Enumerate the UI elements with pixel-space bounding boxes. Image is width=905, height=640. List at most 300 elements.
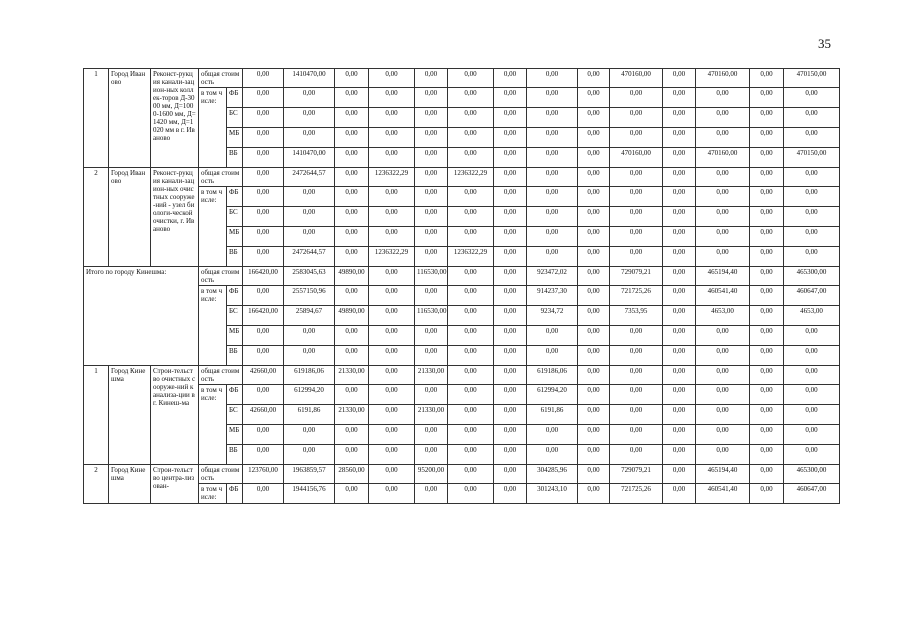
- value-cell: 0,00: [243, 385, 284, 405]
- value-cell: 0,00: [663, 267, 696, 286]
- value-cell: 0,00: [415, 445, 448, 465]
- value-cell: 0,00: [750, 148, 784, 168]
- value-cell: 0,00: [369, 128, 415, 148]
- value-cell: 0,00: [243, 484, 284, 504]
- value-cell: 0,00: [494, 88, 527, 108]
- value-cell: 0,00: [527, 69, 578, 88]
- value-cell: 0,00: [784, 227, 840, 247]
- funding-source-bs: БС: [227, 207, 243, 227]
- value-cell: 0,00: [335, 484, 369, 504]
- value-cell: 0,00: [578, 247, 610, 267]
- value-cell: 1236322,29: [448, 247, 494, 267]
- value-cell: 0,00: [750, 306, 784, 326]
- value-cell: 0,00: [663, 286, 696, 306]
- value-cell: 0,00: [750, 484, 784, 504]
- item-number: 2: [84, 465, 109, 504]
- value-cell: 0,00: [527, 128, 578, 148]
- value-cell: 0,00: [578, 306, 610, 326]
- value-cell: 0,00: [696, 405, 750, 425]
- value-cell: 0,00: [696, 385, 750, 405]
- page-number: 35: [818, 36, 831, 51]
- value-cell: 0,00: [578, 286, 610, 306]
- value-cell: 0,00: [494, 484, 527, 504]
- value-cell: 6191,86: [284, 405, 335, 425]
- funding-source-fb: ФБ: [227, 187, 243, 207]
- value-cell: 0,00: [696, 207, 750, 227]
- value-cell: 0,00: [284, 445, 335, 465]
- value-cell: 0,00: [750, 247, 784, 267]
- value-cell: 0,00: [784, 247, 840, 267]
- value-cell: 0,00: [369, 385, 415, 405]
- value-cell: 123760,00: [243, 465, 284, 484]
- value-cell: 460541,40: [696, 286, 750, 306]
- funding-source-fb: ФБ: [227, 286, 243, 306]
- value-cell: 0,00: [578, 69, 610, 88]
- value-cell: 0,00: [527, 88, 578, 108]
- value-cell: 0,00: [415, 286, 448, 306]
- value-cell: 0,00: [369, 346, 415, 366]
- value-cell: 0,00: [335, 247, 369, 267]
- item-number: 1: [84, 366, 109, 465]
- value-cell: 0,00: [784, 207, 840, 227]
- value-cell: 0,00: [696, 445, 750, 465]
- value-cell: 0,00: [578, 267, 610, 286]
- value-cell: 0,00: [494, 247, 527, 267]
- value-cell: 0,00: [448, 366, 494, 385]
- value-cell: 0,00: [784, 425, 840, 445]
- value-cell: 0,00: [696, 326, 750, 346]
- item-description: Строи-тельство очистных сооруже-ний канализа-ции в г. Кинеш-ма: [151, 366, 199, 465]
- value-cell: 0,00: [448, 445, 494, 465]
- value-cell: 0,00: [663, 445, 696, 465]
- value-cell: 0,00: [578, 128, 610, 148]
- budget-table: [83, 68, 840, 504]
- value-cell: 0,00: [578, 484, 610, 504]
- value-cell: 0,00: [578, 405, 610, 425]
- value-cell: 470150,00: [784, 69, 840, 88]
- value-cell: 0,00: [663, 306, 696, 326]
- including-label: в том числе:: [199, 484, 227, 504]
- value-cell: 0,00: [610, 425, 663, 445]
- value-cell: 1236322,29: [369, 247, 415, 267]
- value-cell: 28560,00: [335, 465, 369, 484]
- value-cell: 0,00: [494, 69, 527, 88]
- value-cell: 0,00: [369, 465, 415, 484]
- value-cell: 0,00: [578, 465, 610, 484]
- value-cell: 0,00: [696, 425, 750, 445]
- value-cell: 0,00: [696, 168, 750, 187]
- value-cell: 0,00: [335, 69, 369, 88]
- value-cell: 95200,00: [415, 465, 448, 484]
- item-city: Город Кинешма: [109, 465, 151, 504]
- value-cell: 0,00: [369, 326, 415, 346]
- value-cell: 0,00: [243, 187, 284, 207]
- value-cell: 470160,00: [696, 148, 750, 168]
- value-cell: 116530,00: [415, 306, 448, 326]
- value-cell: 0,00: [415, 385, 448, 405]
- value-cell: 0,00: [335, 227, 369, 247]
- item-description: Реконст-рукция канали-зацион-ных коллек-торов Д-3000 мм, Д=1000-1600 мм, Д=1420 мм, Д=1020 мм в г. Иваново: [151, 69, 199, 168]
- value-cell: 0,00: [448, 286, 494, 306]
- value-cell: 914237,30: [527, 286, 578, 306]
- value-cell: 0,00: [784, 405, 840, 425]
- value-cell: 0,00: [610, 88, 663, 108]
- value-cell: 0,00: [494, 168, 527, 187]
- value-cell: 0,00: [243, 346, 284, 366]
- value-cell: 0,00: [663, 484, 696, 504]
- value-cell: 0,00: [527, 187, 578, 207]
- value-cell: 21330,00: [335, 366, 369, 385]
- value-cell: 0,00: [750, 227, 784, 247]
- value-cell: 0,00: [527, 247, 578, 267]
- value-cell: 0,00: [415, 168, 448, 187]
- value-cell: 0,00: [448, 484, 494, 504]
- value-cell: 0,00: [750, 187, 784, 207]
- value-cell: 0,00: [494, 405, 527, 425]
- value-cell: 0,00: [494, 346, 527, 366]
- value-cell: 0,00: [784, 108, 840, 128]
- value-cell: 0,00: [696, 346, 750, 366]
- value-cell: 0,00: [284, 207, 335, 227]
- value-cell: 0,00: [243, 128, 284, 148]
- item-description: Строи-тельство центра-лизован-: [151, 465, 199, 504]
- value-cell: 470160,00: [610, 148, 663, 168]
- value-cell: 25894,67: [284, 306, 335, 326]
- value-cell: 0,00: [448, 128, 494, 148]
- value-cell: 0,00: [448, 425, 494, 445]
- value-cell: 0,00: [578, 148, 610, 168]
- value-cell: 0,00: [610, 247, 663, 267]
- value-cell: 2472644,57: [284, 247, 335, 267]
- value-cell: 0,00: [448, 385, 494, 405]
- value-cell: 0,00: [663, 207, 696, 227]
- value-cell: 460541,40: [696, 484, 750, 504]
- value-cell: 470150,00: [784, 148, 840, 168]
- value-cell: 0,00: [578, 366, 610, 385]
- value-cell: 49890,00: [335, 267, 369, 286]
- item-city: Город Иваново: [109, 69, 151, 168]
- value-cell: 0,00: [784, 168, 840, 187]
- value-cell: 0,00: [663, 168, 696, 187]
- value-cell: 4653,00: [696, 306, 750, 326]
- value-cell: 470160,00: [696, 69, 750, 88]
- value-cell: 0,00: [750, 465, 784, 484]
- value-cell: 0,00: [335, 286, 369, 306]
- value-cell: 21330,00: [335, 405, 369, 425]
- value-cell: 0,00: [527, 445, 578, 465]
- value-cell: 0,00: [610, 385, 663, 405]
- funding-source-bs: БС: [227, 108, 243, 128]
- value-cell: 0,00: [335, 168, 369, 187]
- value-cell: 0,00: [610, 187, 663, 207]
- value-cell: 721725,26: [610, 484, 663, 504]
- value-cell: 0,00: [369, 445, 415, 465]
- value-cell: 2557150,96: [284, 286, 335, 306]
- value-cell: 0,00: [784, 366, 840, 385]
- value-cell: 0,00: [415, 326, 448, 346]
- value-cell: 2472644,57: [284, 168, 335, 187]
- total-cost-label: общая стоимость: [199, 69, 243, 88]
- value-cell: 0,00: [448, 346, 494, 366]
- funding-source-bs: БС: [227, 405, 243, 425]
- value-cell: 0,00: [663, 465, 696, 484]
- value-cell: 0,00: [369, 108, 415, 128]
- value-cell: 0,00: [494, 267, 527, 286]
- value-cell: 0,00: [243, 247, 284, 267]
- value-cell: 0,00: [243, 69, 284, 88]
- value-cell: 0,00: [527, 425, 578, 445]
- value-cell: 0,00: [335, 187, 369, 207]
- value-cell: 0,00: [578, 385, 610, 405]
- value-cell: 0,00: [243, 207, 284, 227]
- value-cell: 2583045,63: [284, 267, 335, 286]
- value-cell: 0,00: [335, 385, 369, 405]
- value-cell: 0,00: [415, 108, 448, 128]
- value-cell: 0,00: [448, 187, 494, 207]
- value-cell: 0,00: [610, 405, 663, 425]
- value-cell: 0,00: [663, 108, 696, 128]
- value-cell: 0,00: [243, 425, 284, 445]
- value-cell: 0,00: [784, 385, 840, 405]
- value-cell: 0,00: [494, 326, 527, 346]
- value-cell: 465194,40: [696, 267, 750, 286]
- value-cell: 1410470,00: [284, 69, 335, 88]
- value-cell: 0,00: [610, 445, 663, 465]
- value-cell: 0,00: [784, 88, 840, 108]
- value-cell: 0,00: [448, 108, 494, 128]
- value-cell: 0,00: [750, 168, 784, 187]
- value-cell: 0,00: [415, 346, 448, 366]
- value-cell: 0,00: [663, 405, 696, 425]
- value-cell: 0,00: [663, 247, 696, 267]
- value-cell: 0,00: [448, 405, 494, 425]
- value-cell: 0,00: [610, 168, 663, 187]
- value-cell: 0,00: [369, 88, 415, 108]
- value-cell: 4653,00: [784, 306, 840, 326]
- value-cell: 0,00: [696, 88, 750, 108]
- total-cost-label: общая стоимость: [199, 168, 243, 187]
- table-row: [84, 366, 840, 385]
- value-cell: 0,00: [494, 227, 527, 247]
- table-row: [84, 465, 840, 484]
- value-cell: 0,00: [663, 148, 696, 168]
- including-label: в том числе:: [199, 88, 227, 168]
- value-cell: 465300,00: [784, 465, 840, 484]
- item-number: 2: [84, 168, 109, 267]
- value-cell: 0,00: [578, 445, 610, 465]
- value-cell: 0,00: [448, 148, 494, 168]
- value-cell: 460647,00: [784, 286, 840, 306]
- value-cell: 0,00: [578, 187, 610, 207]
- value-cell: 0,00: [527, 148, 578, 168]
- value-cell: 729079,21: [610, 267, 663, 286]
- value-cell: 0,00: [284, 425, 335, 445]
- value-cell: 0,00: [335, 346, 369, 366]
- value-cell: 721725,26: [610, 286, 663, 306]
- value-cell: 0,00: [243, 286, 284, 306]
- value-cell: 0,00: [415, 88, 448, 108]
- value-cell: 0,00: [335, 425, 369, 445]
- value-cell: 0,00: [448, 207, 494, 227]
- value-cell: 0,00: [369, 405, 415, 425]
- value-cell: 0,00: [527, 168, 578, 187]
- value-cell: 0,00: [663, 88, 696, 108]
- value-cell: 1944156,76: [284, 484, 335, 504]
- value-cell: 0,00: [750, 425, 784, 445]
- value-cell: 0,00: [663, 227, 696, 247]
- value-cell: 0,00: [243, 108, 284, 128]
- value-cell: 0,00: [750, 326, 784, 346]
- value-cell: 0,00: [750, 445, 784, 465]
- value-cell: 0,00: [784, 187, 840, 207]
- value-cell: 304285,96: [527, 465, 578, 484]
- value-cell: 0,00: [784, 128, 840, 148]
- value-cell: 0,00: [448, 69, 494, 88]
- total-cost-label: общая стоимость: [199, 366, 243, 385]
- value-cell: 1963859,57: [284, 465, 335, 484]
- value-cell: 0,00: [284, 128, 335, 148]
- value-cell: 0,00: [750, 69, 784, 88]
- value-cell: 0,00: [284, 88, 335, 108]
- value-cell: 0,00: [243, 168, 284, 187]
- value-cell: 612994,20: [284, 385, 335, 405]
- value-cell: 0,00: [578, 207, 610, 227]
- value-cell: 0,00: [663, 425, 696, 445]
- value-cell: 0,00: [369, 286, 415, 306]
- value-cell: 0,00: [284, 346, 335, 366]
- value-cell: 0,00: [415, 148, 448, 168]
- total-title: Итого по городу Кинешма:: [84, 267, 199, 366]
- value-cell: 0,00: [369, 425, 415, 445]
- value-cell: 49890,00: [335, 306, 369, 326]
- funding-source-fb: ФБ: [227, 88, 243, 108]
- value-cell: 0,00: [578, 168, 610, 187]
- value-cell: 0,00: [284, 326, 335, 346]
- value-cell: 0,00: [696, 227, 750, 247]
- value-cell: 9234,72: [527, 306, 578, 326]
- value-cell: 0,00: [578, 326, 610, 346]
- value-cell: 470160,00: [610, 69, 663, 88]
- value-cell: 0,00: [578, 88, 610, 108]
- value-cell: 0,00: [494, 306, 527, 326]
- value-cell: 0,00: [494, 108, 527, 128]
- funding-source-mb: МБ: [227, 128, 243, 148]
- value-cell: 0,00: [243, 88, 284, 108]
- value-cell: 0,00: [243, 326, 284, 346]
- value-cell: 0,00: [448, 267, 494, 286]
- value-cell: 0,00: [663, 69, 696, 88]
- value-cell: 0,00: [369, 267, 415, 286]
- value-cell: 0,00: [448, 227, 494, 247]
- value-cell: 0,00: [663, 366, 696, 385]
- value-cell: 0,00: [415, 425, 448, 445]
- value-cell: 0,00: [494, 385, 527, 405]
- value-cell: 0,00: [415, 227, 448, 247]
- value-cell: 0,00: [415, 207, 448, 227]
- funding-source-fb: ФБ: [227, 484, 243, 504]
- value-cell: 0,00: [415, 128, 448, 148]
- value-cell: 116530,00: [415, 267, 448, 286]
- value-cell: 0,00: [696, 247, 750, 267]
- value-cell: 0,00: [578, 425, 610, 445]
- value-cell: 21330,00: [415, 366, 448, 385]
- value-cell: 0,00: [494, 286, 527, 306]
- value-cell: 0,00: [610, 207, 663, 227]
- value-cell: 0,00: [610, 346, 663, 366]
- value-cell: 0,00: [750, 385, 784, 405]
- value-cell: 0,00: [610, 366, 663, 385]
- value-cell: 0,00: [284, 187, 335, 207]
- item-city: Город Кинешма: [109, 366, 151, 465]
- value-cell: 0,00: [578, 227, 610, 247]
- value-cell: 0,00: [750, 128, 784, 148]
- value-cell: 729079,21: [610, 465, 663, 484]
- funding-source-vb: ВБ: [227, 445, 243, 465]
- value-cell: 0,00: [284, 108, 335, 128]
- including-label: в том числе:: [199, 385, 227, 465]
- value-cell: 0,00: [696, 108, 750, 128]
- value-cell: 0,00: [663, 326, 696, 346]
- value-cell: 0,00: [784, 346, 840, 366]
- value-cell: 0,00: [369, 227, 415, 247]
- value-cell: 0,00: [494, 445, 527, 465]
- value-cell: 0,00: [527, 207, 578, 227]
- value-cell: 0,00: [369, 69, 415, 88]
- value-cell: 0,00: [494, 465, 527, 484]
- value-cell: 0,00: [663, 346, 696, 366]
- including-label: в том числе:: [199, 286, 227, 366]
- value-cell: 21330,00: [415, 405, 448, 425]
- funding-source-vb: ВБ: [227, 346, 243, 366]
- funding-source-fb: ФБ: [227, 385, 243, 405]
- value-cell: 0,00: [448, 465, 494, 484]
- value-cell: 0,00: [494, 425, 527, 445]
- value-cell: 0,00: [696, 187, 750, 207]
- value-cell: 0,00: [369, 306, 415, 326]
- table-row: [84, 69, 840, 88]
- total-cost-label: общая стоимость: [199, 267, 243, 286]
- value-cell: 0,00: [610, 108, 663, 128]
- item-city: Город Иваново: [109, 168, 151, 267]
- total-cost-label: общая стоимость: [199, 465, 243, 484]
- value-cell: 0,00: [369, 366, 415, 385]
- value-cell: 0,00: [696, 366, 750, 385]
- value-cell: 465300,00: [784, 267, 840, 286]
- value-cell: 0,00: [243, 445, 284, 465]
- value-cell: 619186,06: [527, 366, 578, 385]
- value-cell: 301243,10: [527, 484, 578, 504]
- funding-source-vb: ВБ: [227, 247, 243, 267]
- value-cell: 0,00: [335, 108, 369, 128]
- value-cell: 0,00: [415, 69, 448, 88]
- value-cell: 0,00: [784, 326, 840, 346]
- value-cell: 1236322,29: [448, 168, 494, 187]
- value-cell: 619186,06: [284, 366, 335, 385]
- value-cell: 0,00: [369, 484, 415, 504]
- value-cell: 460647,00: [784, 484, 840, 504]
- value-cell: 0,00: [610, 128, 663, 148]
- value-cell: 0,00: [243, 148, 284, 168]
- value-cell: 0,00: [750, 108, 784, 128]
- funding-source-mb: МБ: [227, 425, 243, 445]
- value-cell: 0,00: [448, 326, 494, 346]
- value-cell: 0,00: [527, 227, 578, 247]
- value-cell: 0,00: [578, 108, 610, 128]
- value-cell: 0,00: [527, 108, 578, 128]
- value-cell: 0,00: [750, 346, 784, 366]
- value-cell: 923472,02: [527, 267, 578, 286]
- value-cell: 0,00: [494, 187, 527, 207]
